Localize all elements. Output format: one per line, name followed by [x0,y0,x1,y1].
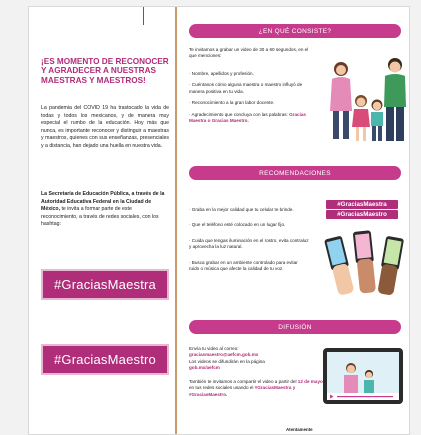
list-item: · Cuéntanos cómo alguna maestra o maestro influyó de manera positiva en tu vida. [189,82,303,94]
published-label: Los videos se difundirán en la página [189,358,265,364]
recomendaciones-list [189,207,309,282]
intro-paragraph: La pandemia del COVID 19 ha trastocado la vida de todas y todos los mexicanos, y de manera muy especial el rumbo de la educación. Hoy más que nunca, es importante reconocer y distinguir a maestras y maestros, quienes con sus enseñanzas, presenciales y a distancia, han dejado una huella en nuestra vida. [41,105,169,149]
sep-rest-text: te invita a formar parte de este reconocimiento, a través de redes sociales, con los hashtag: [41,206,159,228]
section-bar-recomendaciones: RECOMENDACIONES [189,166,401,180]
hashtag-box-maestro: #GraciasMaestro [41,344,169,375]
headline: ¡ES MOMENTO DE RECONOCER Y AGRADECER A NUESTRAS MAESTRAS Y MAESTROS! [41,57,169,85]
flyer-page [28,6,410,435]
list-item: · Que el teléfono esté colocado en un lugar fijo. [189,222,286,228]
section-bar-consiste: ¿EN QUÉ CONSISTE? [189,24,401,38]
sep-invitation [41,191,169,229]
share-paragraph [189,379,324,398]
send-label: Envía tu video al correo: [189,346,239,351]
signature-label: Atentamente [286,427,313,432]
consiste-intro: Te invitamos a grabar un video de 30 a 60 segundos, en el que menciones: [189,47,309,59]
website-link[interactable]: gob.mx/aefcm [189,365,220,371]
list-item: · Nombre, apellidos y profesión. [189,71,254,76]
list-item [189,112,309,125]
tablet-illustration [321,342,407,412]
column-divider [175,7,177,435]
phone-hashtag-maestro: #GraciasMaestro [326,210,398,219]
consiste-list [189,71,309,130]
phone-hashtags [326,200,398,220]
share-middle: en tus redes sociales usando el [189,385,255,391]
thanks-prefix: · Agradecimiento que concluya con las palabras: [189,111,290,117]
list-item: · Reconocimiento a la gran labor docente. [189,100,275,106]
phone-hashtag-maestra: #GraciasMaestra [326,200,398,209]
list-item: · Busca grabar en un ambiente controlado para evitar ruido o música que afecte la calidad de tu voz. [189,259,298,272]
family-illustration [321,49,409,149]
list-item: · Graba en la mejor calidad que tu celular te brinde. [189,207,294,212]
top-accent-line [143,7,144,25]
thanks-highlight: Gracias Maestra o Gracias Maestro. [189,111,306,124]
share-prefix: También te invitamos a compartir el video a partir del [189,379,298,384]
sep-bold-text: La Secretaría de Educación Pública, a través de la Autoridad Educativa Federal en la Ciudad de México, [41,191,165,213]
share-hashtags: #GraciasMaestra y #GraciasMaestro. [189,385,296,397]
difusion-contact [189,346,309,372]
list-item: · Cuida que tengas iluminación en el rostro, evita contraluz y aprovecha la luz natural. [189,237,309,250]
hashtag-box-maestra: #GraciasMaestra [41,269,169,300]
share-date: 12 de mayo [297,379,323,384]
email-address[interactable]: graciasmaestro@aefcm.gob.mx [189,352,259,358]
section-bar-difusion: DIFUSIÓN [189,320,401,334]
